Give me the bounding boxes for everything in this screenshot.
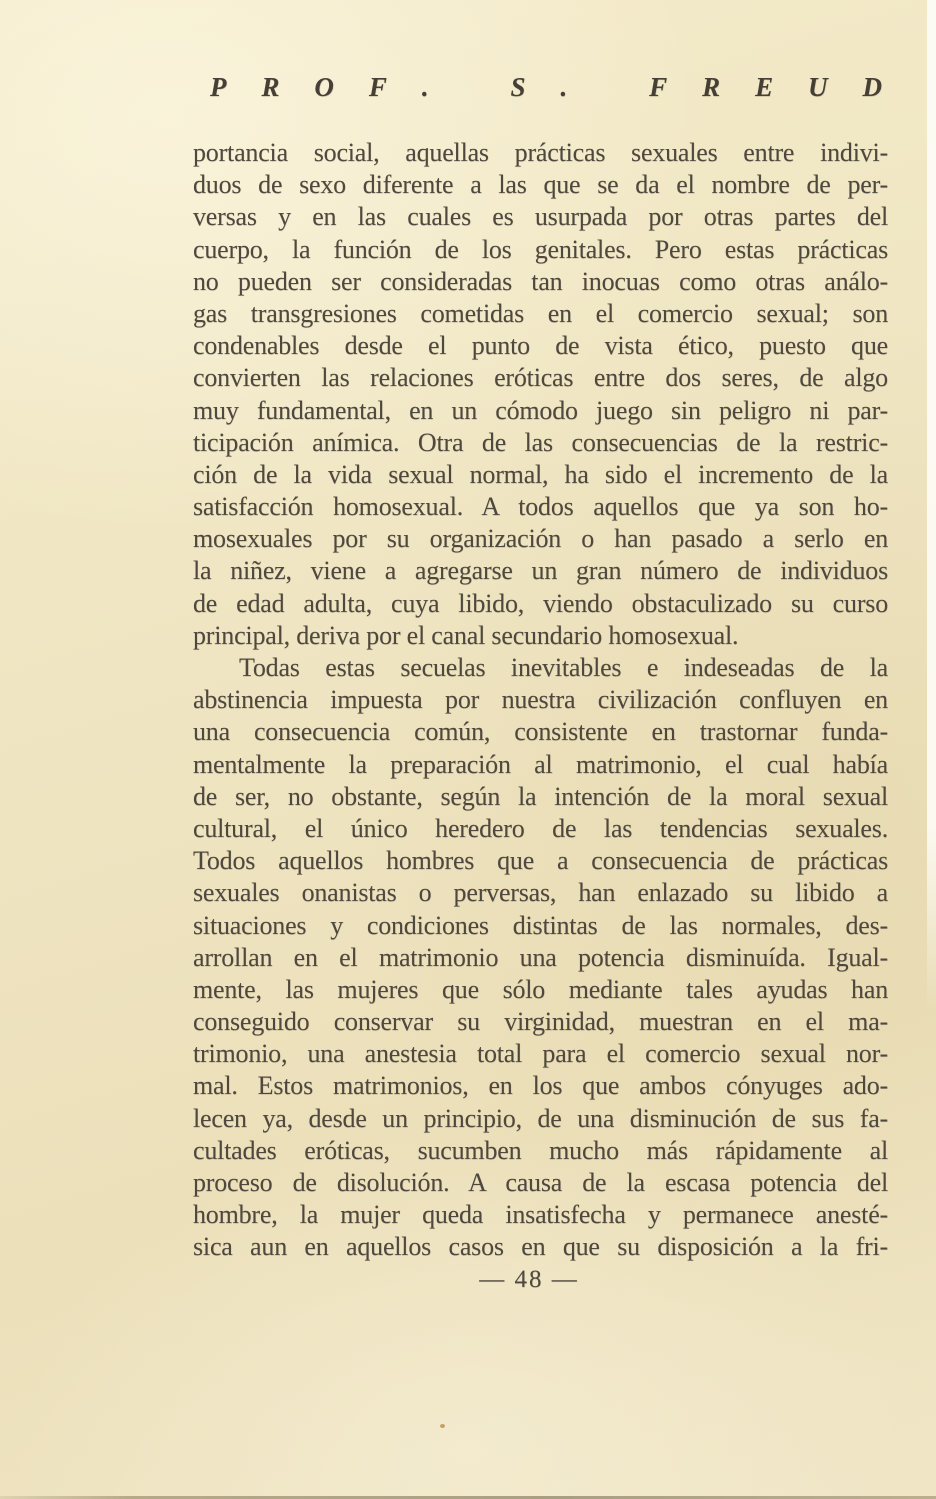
running-header <box>210 72 882 106</box>
header-letter <box>464 72 476 103</box>
text-line: versas y en las cuales es usurpada por otras partes del <box>193 202 888 232</box>
text-line: de ser, no obstante, según la intención de la moral sexual <box>193 781 888 811</box>
text-line: duos de sexo diferente a las que se da el nombre de per- <box>193 170 888 200</box>
text-line: sica aun en aquellos casos en que su disposición a la fri- <box>193 1232 888 1262</box>
body-text <box>193 137 888 1264</box>
text-line: gas transgresiones cometidas en el comercio sexual; son <box>193 298 888 328</box>
scan-edge-right <box>927 0 936 1010</box>
text-line: conseguido conservar su virginidad, muestran en el ma- <box>193 1007 888 1037</box>
text-line: mosexuales por su organización o han pasado a serlo en <box>193 524 888 554</box>
text-line: ción de la vida sexual normal, ha sido el incremento de la <box>193 459 888 489</box>
header-letter: U <box>808 72 828 102</box>
header-letter: S <box>510 72 526 102</box>
header-letter: D <box>862 72 882 102</box>
header-letter: R <box>702 72 721 102</box>
text-line: la niñez, viene a agregarse un gran número de individuos <box>193 556 888 586</box>
text-line: lecen ya, desde un principio, de una disminución de sus fa- <box>193 1103 888 1133</box>
text-line: proceso de disolución. A causa de la escasa potencia del <box>193 1168 888 1197</box>
header-letter: . <box>560 72 568 102</box>
text-line: una consecuencia común, consistente en trastornar funda- <box>193 717 888 747</box>
text-line: no pueden ser consideradas tan inocuas como otras análo- <box>193 266 888 296</box>
header-letter: . <box>421 72 429 102</box>
text-line: cultural, el único heredero de las tendencias sexuales. <box>193 813 888 843</box>
text-line: mente, las mujeres que sólo mediante tales ayudas han <box>193 974 888 1004</box>
header-letter: P <box>210 72 227 102</box>
text-line: trimonio, una anestesia total para el comercio sexual nor- <box>193 1039 888 1069</box>
page-number: — 48 — <box>479 1266 579 1293</box>
header-letter: O <box>314 72 334 102</box>
paper-speck <box>440 1424 445 1428</box>
text-line: sexuales onanistas o perversas, han enlazado su libido a <box>193 878 888 908</box>
text-line: mentalmente la preparación al matrimonio, el cual había <box>193 749 888 779</box>
text-line: portancia social, aquellas prácticas sexuales entre indivi- <box>193 138 888 167</box>
text-line: ticipación anímica. Otra de las consecuencias de la restric- <box>193 427 888 457</box>
text-line: muy fundamental, en un cómodo juego sin peligro ni par- <box>193 395 888 425</box>
text-line: arrollan en el matrimonio una potencia disminuída. Igual- <box>193 942 888 972</box>
header-letter: E <box>755 72 774 102</box>
text-line: cuerpo, la función de los genitales. Pero estas prácticas <box>193 234 888 264</box>
header-letter: R <box>261 72 280 102</box>
text-line: convierten las relaciones eróticas entre dos seres, de algo <box>193 363 888 393</box>
text-line: de edad adulta, cuya libido, viendo obstaculizado su curso <box>193 588 888 618</box>
header-letter <box>602 72 614 103</box>
text-line: situaciones y condiciones distintas de las normales, des- <box>193 910 888 940</box>
text-line: Todos aquellos hombres que a consecuencia de prácticas <box>193 846 888 876</box>
header-letter: F <box>649 72 668 102</box>
text-line: satisfacción homosexual. A todos aquellos que ya son ho- <box>193 492 888 522</box>
text-line: cultades eróticas, sucumben mucho más rápidamente al <box>193 1135 888 1165</box>
text-line: condenables desde el punto de vista ético, puesto que <box>193 331 888 361</box>
header-letter: F <box>368 72 387 102</box>
text-line: Todas estas secuelas inevitables e indeseadas de la <box>239 653 888 682</box>
text-line: mal. Estos matrimonios, en los que ambos cónyuges ado- <box>193 1071 888 1101</box>
text-line: abstinencia impuesta por nuestra civilización confluyen en <box>193 685 888 715</box>
text-line: hombre, la mujer queda insatisfecha y permanece anesté- <box>193 1200 888 1230</box>
text-line: principal, deriva por el canal secundario homosexual. <box>193 620 739 650</box>
